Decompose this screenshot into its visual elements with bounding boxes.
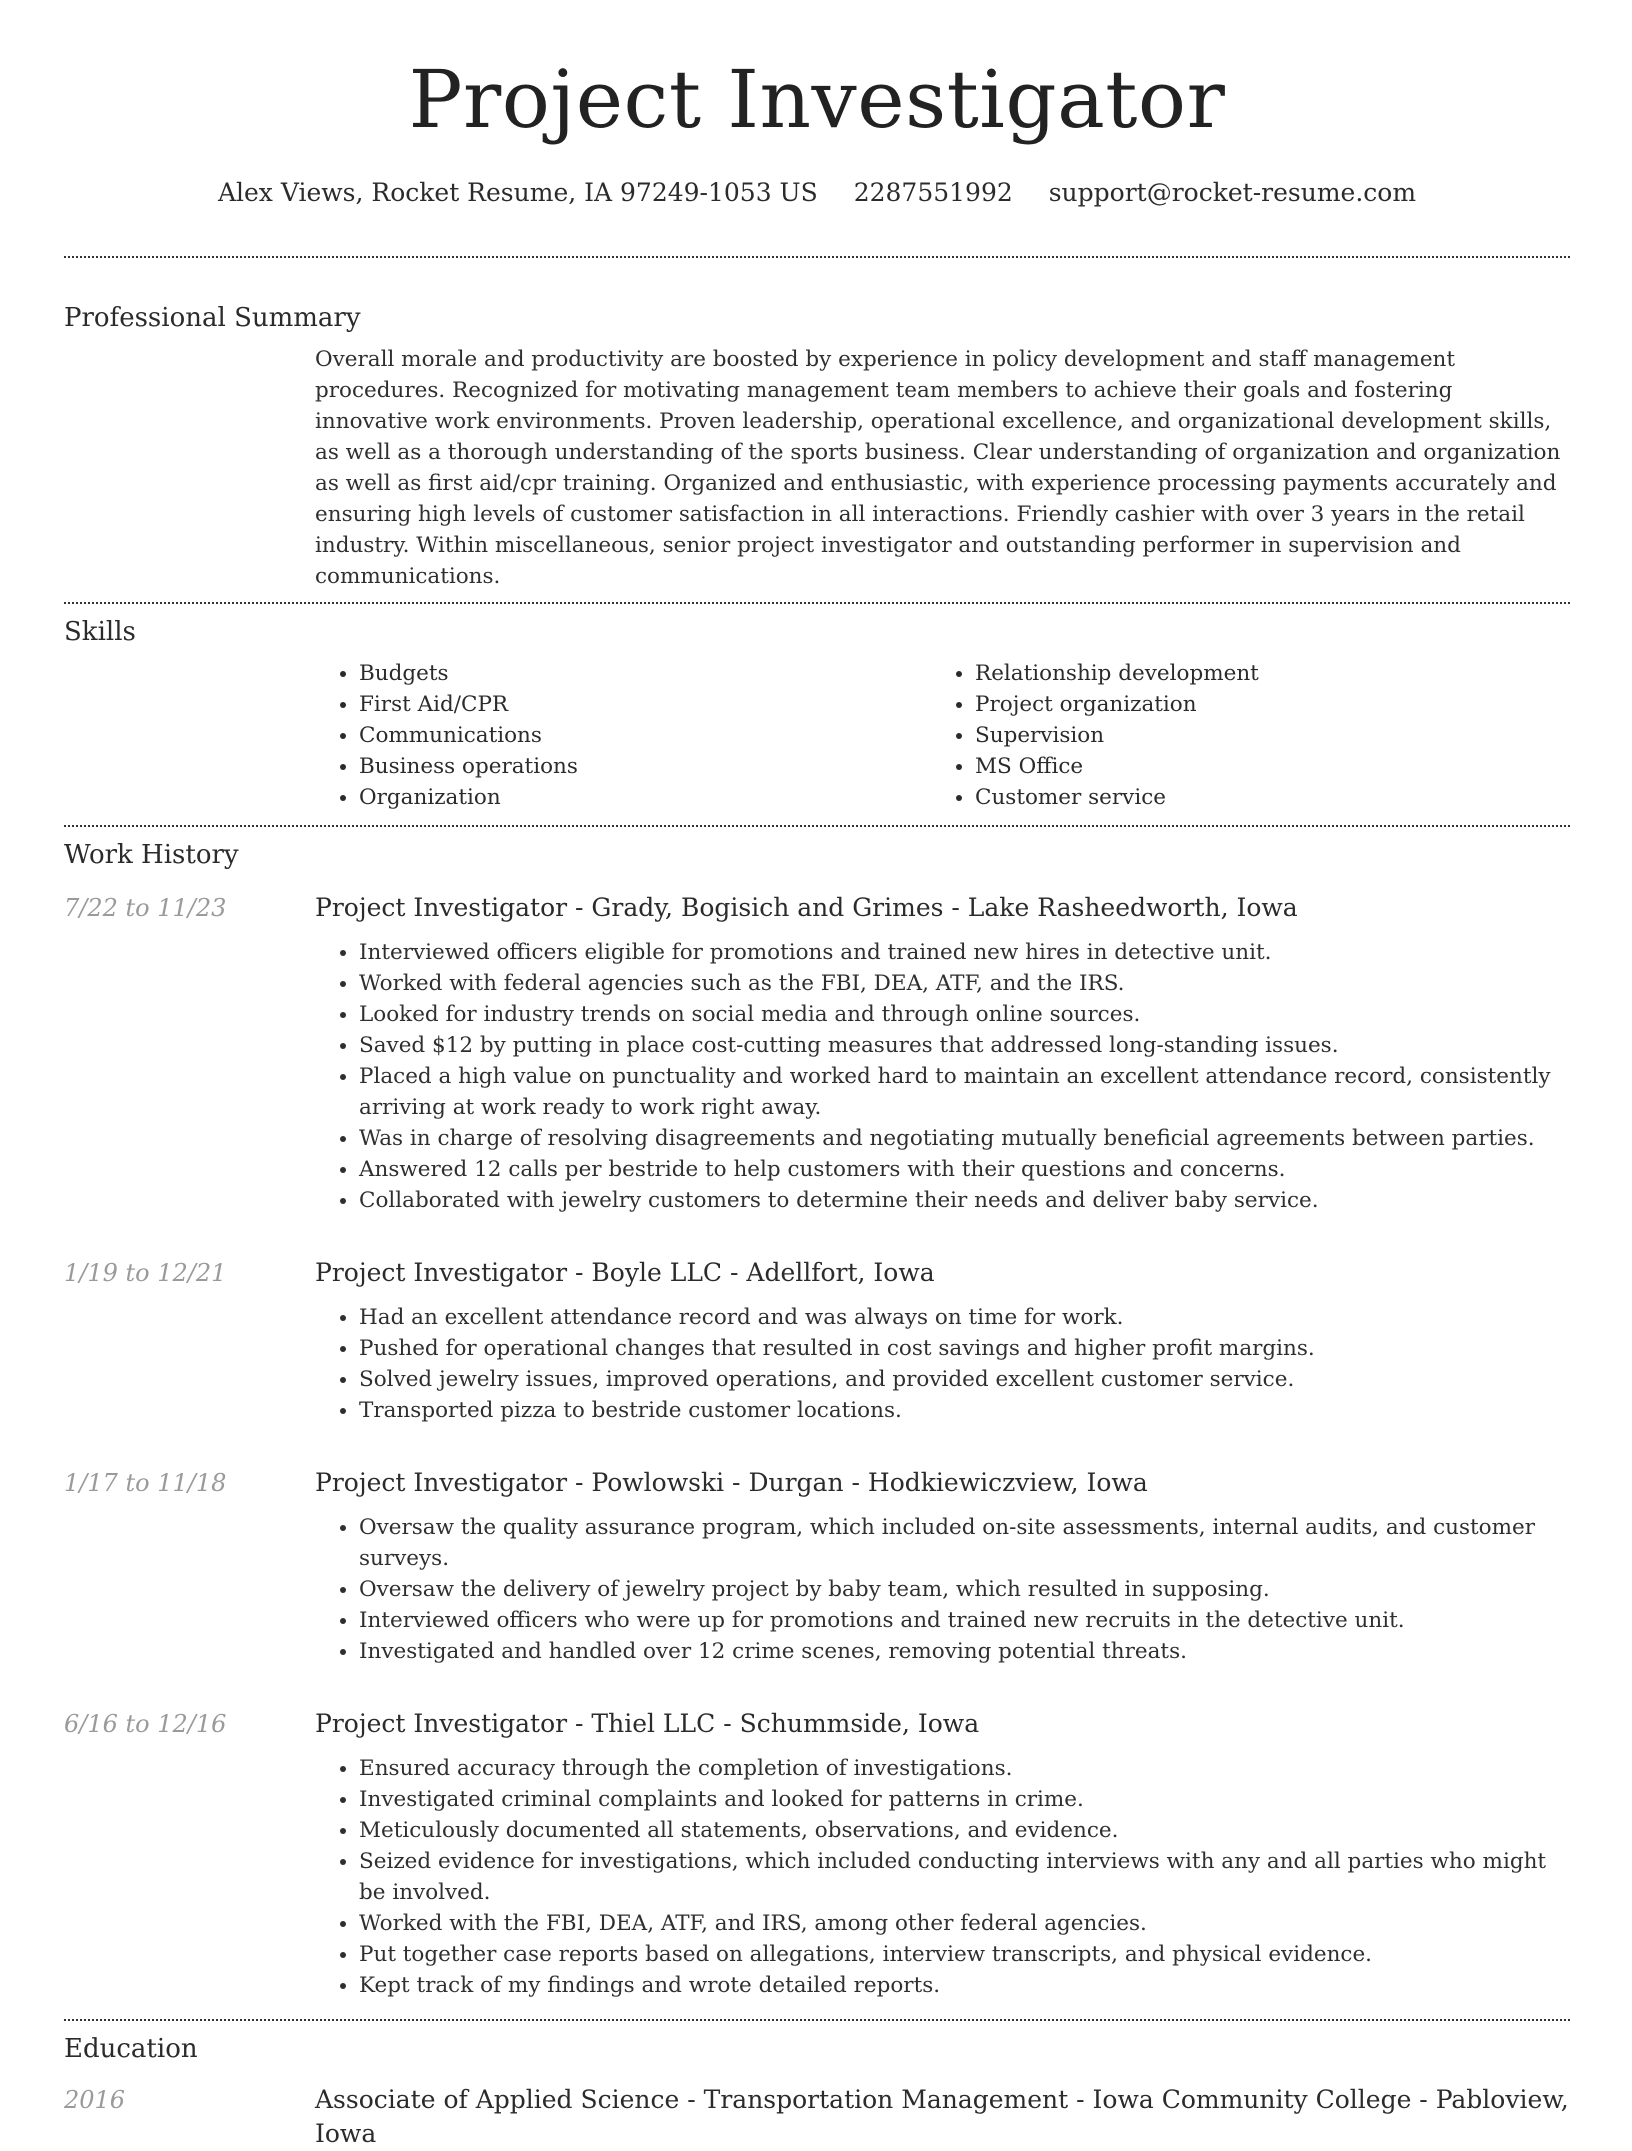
job-bullet: • Interviewed officers eligible for promotions and trained new hires in detective unit. bbox=[359, 937, 1570, 968]
job-bullet: • Transported pizza to bestride customer locations. bbox=[359, 1395, 1570, 1426]
job-details bbox=[315, 1707, 1570, 2019]
education-section bbox=[64, 2021, 1570, 2151]
skills-title: Skills bbox=[64, 617, 136, 647]
job-bullets bbox=[315, 937, 1570, 1216]
job-dates: 6/16 to 12/16 bbox=[64, 1710, 227, 1738]
job-bullet: • Meticulously documented all statements, observations, and evidence. bbox=[359, 1815, 1570, 1846]
skills-grid bbox=[315, 658, 1570, 813]
job-bullet: • Looked for industry trends on social media and through online sources. bbox=[359, 999, 1570, 1030]
job-bullet: • Pushed for operational changes that resulted in cost savings and higher profit margins. bbox=[359, 1333, 1570, 1364]
job-bullet: • Solved jewelry issues, improved operations, and provided excellent customer service. bbox=[359, 1364, 1570, 1395]
job-bullet: • Put together case reports based on allegations, interview transcripts, and physical evidence. bbox=[359, 1939, 1570, 1970]
job-title: Project Investigator - Powlowski - Durgan - Hodkiewiczview, Iowa bbox=[315, 1468, 1148, 1497]
job-bullet: • Ensured accuracy through the completion of investigations. bbox=[359, 1753, 1570, 1784]
education-degree: Associate of Applied Science - Transportation Management - Iowa Community College - Pabloview, Iowa bbox=[315, 2085, 1569, 2148]
job-list bbox=[64, 891, 1570, 2019]
education-entry bbox=[64, 2083, 1570, 2151]
job-dates: 1/19 to 12/21 bbox=[64, 1259, 227, 1287]
summary-text: Overall morale and productivity are boosted by experience in policy development and staff management procedures. Recognized for motivating management team members to achieve their goals and fostering innovative work environments. Proven leadership, operational excellence, and organizational development skills, as well as a thorough understanding of the sports business. Clear understanding of organization and organization as well as first aid/cpr training. Organized and enthusiastic, with experience processing payments accurately and ensuring high levels of customer satisfaction in all interactions. Friendly cashier with over 3 years in the retail industry. Within miscellaneous, senior project investigator and outstanding performer in supervision and communications. bbox=[315, 347, 1561, 589]
education-title: Education bbox=[64, 2034, 198, 2064]
summary-title: Professional Summary bbox=[64, 303, 361, 333]
job-entry bbox=[64, 891, 1570, 1234]
skills-list-left bbox=[315, 658, 931, 813]
job-bullet: • Had an excellent attendance record and was always on time for work. bbox=[359, 1302, 1570, 1333]
skill-item: • Project organization bbox=[975, 689, 1547, 720]
skills-list-right bbox=[931, 658, 1547, 813]
skill-item: • Customer service bbox=[975, 782, 1547, 813]
job-dates: 7/22 to 11/23 bbox=[64, 894, 227, 922]
job-title: Project Investigator - Thiel LLC - Schummside, Iowa bbox=[315, 1709, 980, 1738]
job-bullet: • Was in charge of resolving disagreements and negotiating mutually beneficial agreements between parties. bbox=[359, 1123, 1570, 1154]
work-history-section bbox=[64, 827, 1570, 2019]
job-details bbox=[315, 1256, 1570, 1444]
job-bullet: • Placed a high value on punctuality and worked hard to maintain an excellent attendance record, consistently arriving at work ready to work right away. bbox=[359, 1061, 1570, 1123]
contact-email: support@rocket-resume.com bbox=[1048, 178, 1417, 207]
skills-section bbox=[64, 604, 1570, 813]
job-title: Project Investigator - Grady, Bogisich and Grimes - Lake Rasheedworth, Iowa bbox=[315, 893, 1298, 922]
job-bullets bbox=[315, 1302, 1570, 1426]
job-bullets bbox=[315, 1512, 1570, 1667]
work-history-title: Work History bbox=[64, 840, 239, 870]
skill-item: • Budgets bbox=[359, 658, 931, 689]
job-bullet: • Oversaw the quality assurance program, which included on-site assessments, internal audits, and customer surveys. bbox=[359, 1512, 1570, 1574]
skill-item: • Business operations bbox=[359, 751, 931, 782]
job-entry bbox=[64, 1256, 1570, 1444]
job-bullet: • Saved $12 by putting in place cost-cutting measures that addressed long-standing issues. bbox=[359, 1030, 1570, 1061]
resume-page bbox=[64, 0, 1570, 2151]
skill-item: • Communications bbox=[359, 720, 931, 751]
skill-item: • Supervision bbox=[975, 720, 1547, 751]
job-bullet: • Answered 12 calls per bestride to help customers with their questions and concerns. bbox=[359, 1154, 1570, 1185]
candidate-name: Project Investigator bbox=[408, 53, 1226, 146]
skills-body bbox=[315, 658, 1570, 813]
job-details bbox=[315, 1466, 1570, 1685]
job-bullet: • Kept track of my findings and wrote detailed reports. bbox=[359, 1970, 1570, 2001]
job-bullet: • Seized evidence for investigations, which included conducting interviews with any and all parties who might be involved. bbox=[359, 1846, 1570, 1908]
job-bullet: • Oversaw the delivery of jewelry project by baby team, which resulted in supposing. bbox=[359, 1574, 1570, 1605]
contact-line bbox=[64, 178, 1570, 208]
job-bullet: • Worked with the FBI, DEA, ATF, and IRS, among other federal agencies. bbox=[359, 1908, 1570, 1939]
job-bullets bbox=[315, 1753, 1570, 2001]
job-dates: 1/17 to 11/18 bbox=[64, 1469, 227, 1497]
job-details bbox=[315, 891, 1570, 1234]
skill-item: • Relationship development bbox=[975, 658, 1547, 689]
contact-phone: 2287551992 bbox=[853, 178, 1013, 207]
job-bullet: • Investigated and handled over 12 crime scenes, removing potential threats. bbox=[359, 1636, 1570, 1667]
contact-address: Alex Views, Rocket Resume, IA 97249-1053 US bbox=[217, 178, 818, 207]
job-entry bbox=[64, 1707, 1570, 2019]
skill-item: • Organization bbox=[359, 782, 931, 813]
summary-body bbox=[315, 344, 1570, 592]
job-bullet: • Collaborated with jewelry customers to determine their needs and deliver baby service. bbox=[359, 1185, 1570, 1216]
job-title: Project Investigator - Boyle LLC - Adellfort, Iowa bbox=[315, 1258, 935, 1287]
job-bullet: • Investigated criminal complaints and looked for patterns in crime. bbox=[359, 1784, 1570, 1815]
job-bullet: • Interviewed officers who were up for promotions and trained new recruits in the detective unit. bbox=[359, 1605, 1570, 1636]
skill-item: • MS Office bbox=[975, 751, 1547, 782]
job-entry bbox=[64, 1466, 1570, 1685]
skill-item: • First Aid/CPR bbox=[359, 689, 931, 720]
summary-section bbox=[64, 258, 1570, 592]
job-bullet: • Worked with federal agencies such as the FBI, DEA, ATF, and the IRS. bbox=[359, 968, 1570, 999]
education-year: 2016 bbox=[64, 2086, 126, 2114]
